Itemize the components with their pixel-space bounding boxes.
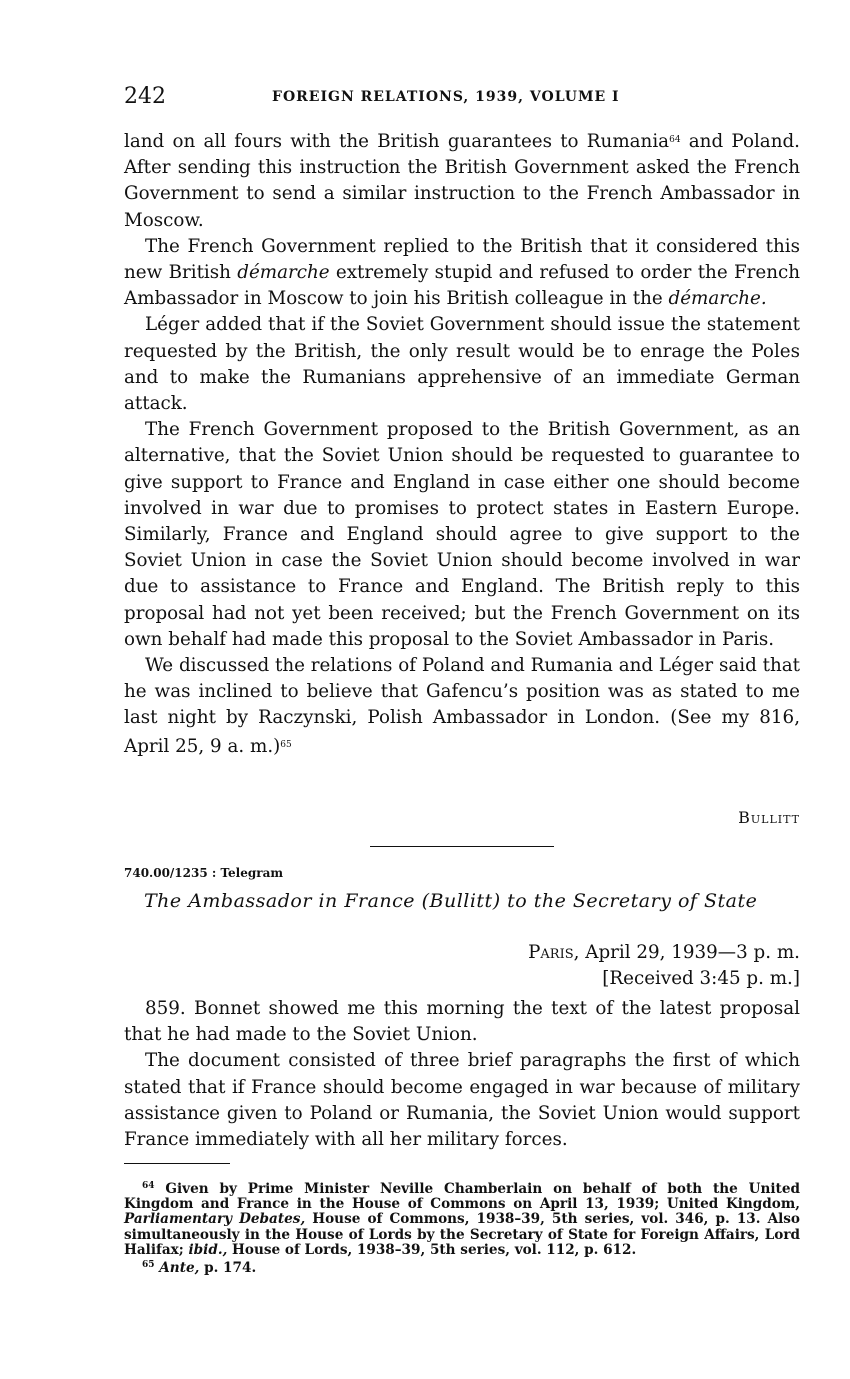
paragraph: Léger added that if the Soviet Government should issue the statement requested by the British, the only result would be to enrage the Poles and to make the Rumanians apprehensive of an immediate German attack. [124, 314, 800, 415]
footnote-mark: 64 [142, 1181, 155, 1191]
received-line: [Received 3:45 p. m.] [602, 968, 800, 989]
text: extremely stupid and refused to order the French Ambassador in Moscow to join his British colleague in the [124, 262, 800, 310]
text: Given by Prime Minister Neville Chamberlain on behalf of both the United Kingdom and France in the House of Commons on April 13, 1939; United Kingdom, [124, 1181, 800, 1213]
footnote-64 [124, 1179, 800, 1258]
italic-text: Parliamentary Debates, [124, 1211, 306, 1228]
page-number: 242 [124, 84, 166, 109]
text: and Poland. After sending this instruction the British Government asked the French Government to send a similar instruction to the French Ambassador in Moscow. [124, 131, 800, 231]
italic-text: démarche. [668, 288, 767, 310]
paragraph: The document consisted of three brief paragraphs the first of which stated that if France should become engaged in war because of military assistance given to Poland or Rumania, the Soviet Union would support France immediately with all her military forces. [124, 1050, 800, 1151]
footnote-ref: 64 [669, 135, 681, 145]
text: land on all fours with the British guarantees to Rumania [124, 131, 670, 152]
section-1-body [124, 127, 800, 760]
section-divider [370, 846, 554, 847]
paragraph: The French Government proposed to the British Government, as an alternative, that the Soviet Union should be requested to guarantee to give support to France and England in case either one should become involved in war due to promises to protect states in Eastern Europe. Similarly, France and England should agree to give support to the Soviet Union in case the Soviet Union should become involved in war due to assistance to France and England. The British reply to this proposal had not yet been received; but the French Government on its own behalf had made this proposal to the Soviet Ambassador in Paris. [124, 419, 800, 650]
footnote-mark: 65 [142, 1260, 155, 1271]
paragraph [124, 653, 800, 760]
italic-text: démarche [237, 262, 330, 284]
dateline [528, 942, 800, 963]
text: We discussed the relations of Poland and Rumania and Léger said that he was inclined to believe that Gafencu’s position was as stated to me last night by Raczynski, Polish Ambassador in London. (See my 816, April 25, 9 a. m.) [124, 655, 800, 757]
text: p. 174. [199, 1260, 257, 1277]
footnotes [124, 1179, 800, 1276]
footnote-divider [124, 1163, 230, 1164]
text: The French Government replied to the British that it considered this new British [124, 235, 800, 284]
dateline-date: , April 29, 1939—3 p. m. [573, 942, 800, 963]
footnote-65 [124, 1258, 800, 1276]
text: House of Commons, 1938–39, 5th series, vol. 346, p. 13. Also simultaneously in the House of Lords by the Secretary of State for Foreign Affairs, Lord Halifax; [124, 1211, 800, 1258]
text: House of Lords, 1938–39, 5th series, vol. 112, p. 612. [227, 1241, 637, 1258]
dateline-place: Paris [528, 942, 574, 963]
paragraph: 859. Bonnet showed me this morning the text of the latest proposal that he had made to the Soviet Union. [124, 998, 800, 1046]
footnote-ref: 65 [280, 739, 292, 750]
page-header [124, 84, 800, 114]
italic-text: ibid., [188, 1241, 228, 1258]
document-title: The Ambassador in France (Bullitt) to the Secretary of State [144, 890, 758, 912]
signature: Bullitt [738, 808, 800, 827]
file-reference: 740.00/1235 : Telegram [124, 866, 284, 880]
paragraph [124, 234, 800, 313]
italic-text: Ante, [154, 1260, 200, 1277]
running-title: FOREIGN RELATIONS, 1939, VOLUME I [272, 89, 620, 105]
paragraph [124, 127, 800, 234]
section-2-body [124, 996, 800, 1153]
